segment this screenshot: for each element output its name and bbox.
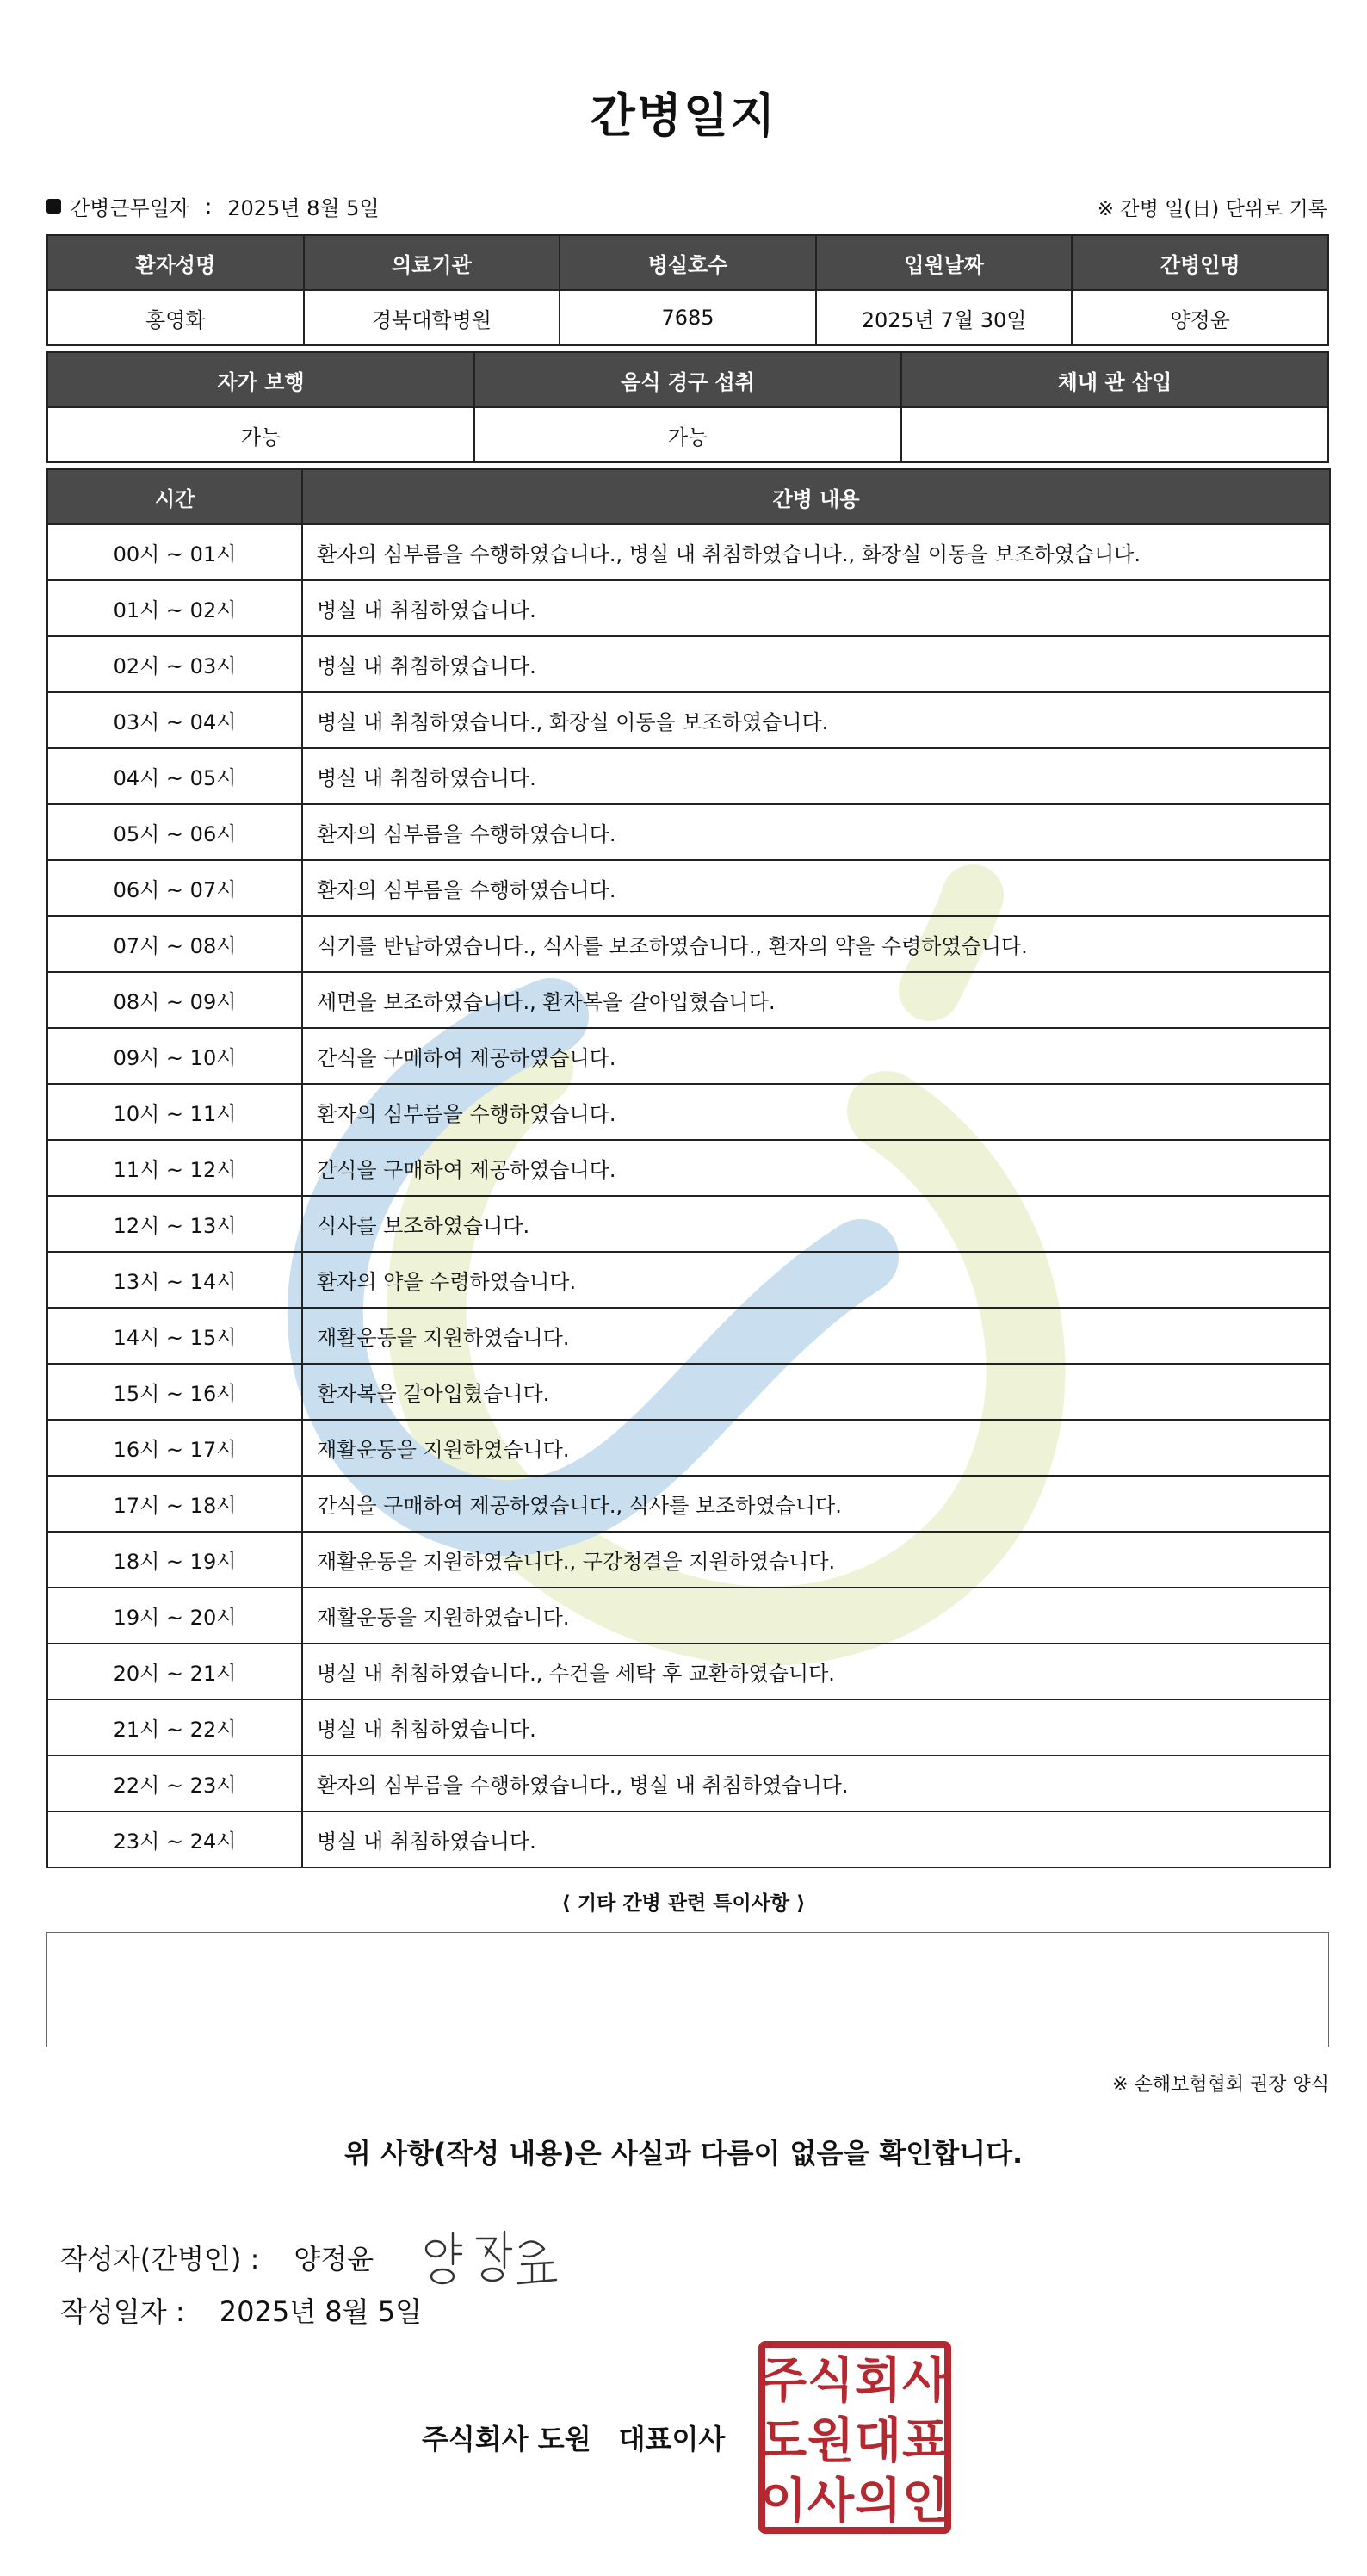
care-log-row	[47, 860, 1330, 916]
header-admission-date: 입원날짜	[816, 235, 1073, 290]
patient-name: 홍영화	[47, 290, 304, 345]
seal-character: 이	[759, 2474, 807, 2530]
seal-character: 인	[901, 2474, 949, 2530]
care-log-content: 식기를 반납하였습니다., 식사를 보조하였습니다., 환자의 약을 수령하였습니다.	[302, 916, 1330, 972]
care-log-row	[47, 636, 1330, 692]
author-name: 양정윤	[294, 2243, 374, 2276]
meta-row	[46, 191, 1327, 226]
care-log-time: 03시 ~ 04시	[47, 692, 302, 748]
company-seal-stamp	[758, 2340, 952, 2535]
care-log-content: 병실 내 취침하였습니다.	[302, 1811, 1330, 1867]
patient-info-header-row	[47, 235, 1328, 290]
care-log-content: 환자의 심부름을 수행하였습니다.	[302, 1084, 1330, 1140]
care-log-content: 재활운동을 지원하였습니다.	[302, 1420, 1330, 1476]
care-log-time: 05시 ~ 06시	[47, 804, 302, 860]
care-log-time: 14시 ~ 15시	[47, 1308, 302, 1364]
care-log-content: 간식을 구매하여 제공하였습니다.	[302, 1028, 1330, 1084]
care-log-time: 08시 ~ 09시	[47, 972, 302, 1028]
care-log-row	[47, 692, 1330, 748]
seal-character: 대	[854, 2413, 902, 2469]
seal-character: 사	[807, 2474, 855, 2530]
date-value: 2025년 8월 5일	[219, 2295, 423, 2328]
notes-box	[46, 1932, 1329, 2047]
care-log-time: 23시 ~ 24시	[47, 1811, 302, 1867]
care-log-content: 환자의 심부름을 수행하였습니다.	[302, 804, 1330, 860]
care-log-time: 02시 ~ 03시	[47, 636, 302, 692]
care-log-row	[47, 580, 1330, 636]
care-log-content: 병실 내 취침하였습니다., 수건을 세탁 후 교환하였습니다.	[302, 1644, 1330, 1700]
care-log-row	[47, 1420, 1330, 1476]
care-log-row	[47, 748, 1330, 804]
care-log-row	[47, 1588, 1330, 1644]
room-number: 7685	[560, 290, 816, 345]
care-log-row	[47, 1756, 1330, 1811]
patient-info-table	[46, 234, 1329, 346]
confirmation-statement: 위 사항(작성 내용)은 사실과 다름이 없음을 확인합니다.	[343, 2137, 1024, 2170]
care-log-row	[47, 1532, 1330, 1588]
care-log-row	[47, 804, 1330, 860]
care-log-row	[47, 1140, 1330, 1196]
care-log-row	[47, 1028, 1330, 1084]
care-log-time: 01시 ~ 02시	[47, 580, 302, 636]
care-log-row	[47, 1364, 1330, 1420]
care-log-time: 22시 ~ 23시	[47, 1756, 302, 1811]
care-log-table	[46, 468, 1331, 1868]
header-oral-intake: 음식 경구 섭취	[474, 352, 901, 407]
care-log-content: 재활운동을 지원하였습니다., 구강청결을 지원하였습니다.	[302, 1532, 1330, 1588]
date-row	[60, 2290, 422, 2330]
care-log-time: 20시 ~ 21시	[47, 1644, 302, 1700]
header-caregiver-name: 간병인명	[1072, 235, 1328, 290]
care-log-content: 환자의 심부름을 수행하였습니다., 병실 내 취침하였습니다., 화장실 이동을 보조하였습니다.	[302, 524, 1330, 580]
header-self-walking: 자가 보행	[47, 352, 474, 407]
care-log-time: 04시 ~ 05시	[47, 748, 302, 804]
care-log-row	[47, 1811, 1330, 1867]
care-log-time: 10시 ~ 11시	[47, 1084, 302, 1140]
care-log-time: 21시 ~ 22시	[47, 1700, 302, 1756]
tube-insertion-value	[901, 407, 1328, 462]
patient-status-table	[46, 351, 1329, 463]
care-log-content: 환자의 약을 수령하였습니다.	[302, 1252, 1330, 1308]
care-log-content: 병실 내 취침하였습니다.	[302, 1700, 1330, 1756]
care-log-row	[47, 1252, 1330, 1308]
handwritten-signature	[417, 2223, 563, 2292]
care-log-row	[47, 1644, 1330, 1700]
care-log-row	[47, 1308, 1330, 1364]
seal-character: 사	[901, 2353, 949, 2409]
care-log-time: 17시 ~ 18시	[47, 1476, 302, 1532]
caregiver-name: 양정윤	[1072, 290, 1328, 345]
work-date-separator: :	[205, 194, 213, 219]
care-log-row	[47, 1196, 1330, 1252]
notes-title: ⟨ 기타 간병 관련 특이사항 ⟩	[561, 1892, 806, 1915]
care-log-content: 식사를 보조하였습니다.	[302, 1196, 1330, 1252]
care-log-content: 병실 내 취침하였습니다.	[302, 580, 1330, 636]
care-log-body	[47, 524, 1330, 1867]
care-log-content: 간식을 구매하여 제공하였습니다., 식사를 보조하였습니다.	[302, 1476, 1330, 1532]
care-log-time: 11시 ~ 12시	[47, 1140, 302, 1196]
square-bullet-icon	[46, 199, 61, 214]
patient-status-value-row	[47, 407, 1328, 462]
care-log-time: 07시 ~ 08시	[47, 916, 302, 972]
care-log-time: 09시 ~ 10시	[47, 1028, 302, 1084]
care-log-content: 환자의 심부름을 수행하였습니다.	[302, 860, 1330, 916]
oral-intake-value: 가능	[474, 407, 901, 462]
care-log-content: 병실 내 취침하였습니다.	[302, 748, 1330, 804]
header-room-number: 병실호수	[560, 235, 816, 290]
institution: 경북대학병원	[304, 290, 560, 345]
header-tube-insertion: 체내 관 삽입	[901, 352, 1328, 407]
header-time: 시간	[47, 469, 302, 524]
footnote: ※ 손해보험협회 권장 양식	[1112, 2074, 1329, 2096]
care-log-header-row	[47, 469, 1330, 524]
seal-character: 표	[901, 2413, 949, 2469]
care-log-row	[47, 1084, 1330, 1140]
header-patient-name: 환자성명	[47, 235, 304, 290]
care-log-content: 재활운동을 지원하였습니다.	[302, 1308, 1330, 1364]
header-institution: 의료기관	[304, 235, 560, 290]
care-log-content: 병실 내 취침하였습니다., 화장실 이동을 보조하였습니다.	[302, 692, 1330, 748]
seal-character: 도	[759, 2413, 807, 2469]
seal-character: 원	[807, 2413, 855, 2469]
unit-note: ※ 간병 일(日) 단위로 기록	[1097, 198, 1327, 220]
self-walking-value: 가능	[47, 407, 474, 462]
care-log-time: 00시 ~ 01시	[47, 524, 302, 580]
care-log-row	[47, 1476, 1330, 1532]
care-log-row	[47, 1700, 1330, 1756]
seal-character: 회	[854, 2353, 902, 2409]
seal-character: 의	[854, 2474, 902, 2530]
date-label: 작성일자 :	[60, 2295, 185, 2328]
care-log-row	[47, 972, 1330, 1028]
author-row	[60, 2223, 563, 2292]
page-title: 간병일지	[590, 89, 777, 143]
care-log-content: 병실 내 취침하였습니다.	[302, 636, 1330, 692]
admission-date: 2025년 7월 30일	[816, 290, 1073, 345]
care-log-content: 간식을 구매하여 제공하였습니다.	[302, 1140, 1330, 1196]
author-label: 작성자(간병인) :	[60, 2243, 260, 2276]
care-log-time: 06시 ~ 07시	[47, 860, 302, 916]
care-log-content: 재활운동을 지원하였습니다.	[302, 1588, 1330, 1644]
work-date-label: 간병근무일자	[70, 196, 190, 220]
company-name: 주식회사 도원	[422, 2423, 591, 2455]
care-log-time: 16시 ~ 17시	[47, 1420, 302, 1476]
work-date-value: 2025년 8월 5일	[227, 196, 380, 220]
care-log-content: 환자복을 갈아입혔습니다.	[302, 1364, 1330, 1420]
care-log-time: 19시 ~ 20시	[47, 1588, 302, 1644]
care-log-time: 18시 ~ 19시	[47, 1532, 302, 1588]
care-log-row	[47, 916, 1330, 972]
care-log-row	[47, 524, 1330, 580]
patient-info-value-row	[47, 290, 1328, 345]
care-log-time: 13시 ~ 14시	[47, 1252, 302, 1308]
seal-character: 식	[807, 2353, 855, 2409]
header-care-content: 간병 내용	[302, 469, 1330, 524]
care-log-time: 15시 ~ 16시	[47, 1364, 302, 1420]
seal-character: 주	[759, 2353, 807, 2409]
care-log-content: 세면을 보조하였습니다., 환자복을 갈아입혔습니다.	[302, 972, 1330, 1028]
care-log-content: 환자의 심부름을 수행하였습니다., 병실 내 취침하였습니다.	[302, 1756, 1330, 1811]
patient-status-header-row	[47, 352, 1328, 407]
company-line	[422, 2418, 725, 2457]
work-date-group	[46, 191, 380, 221]
company-title: 대표이사	[618, 2423, 726, 2455]
care-log-time: 12시 ~ 13시	[47, 1196, 302, 1252]
